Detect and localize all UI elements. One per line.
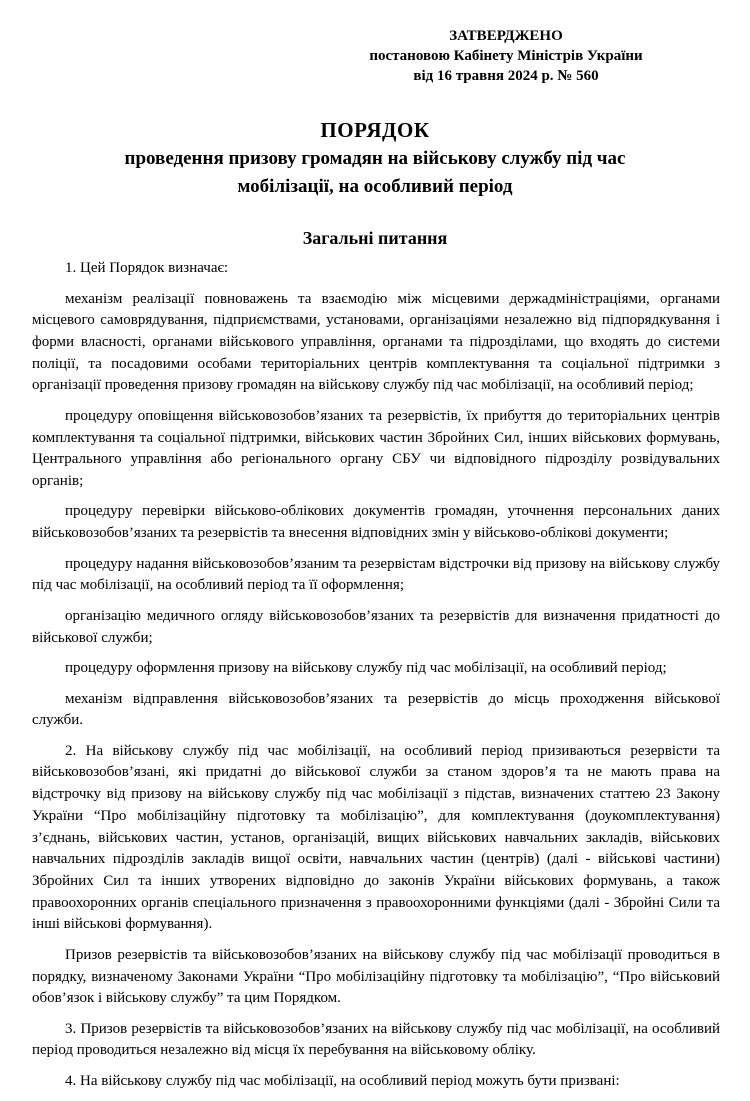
paragraph-10-text-before: Призов резервістів та військовозобов’язаних на військову службу під час мобілізації проводиться в порядку, визначеному Законами України xyxy=(32,946,720,985)
approval-date: від 16 травня 2024 р. № 560 xyxy=(413,68,599,84)
document-title xyxy=(0,116,750,200)
document-body xyxy=(32,258,720,1101)
military-duty-law-link[interactable]: “Про військовий обов’язок і військову службу” xyxy=(32,968,721,1007)
paragraph-5: процедуру надання військовозобов’язаним та резервістам відстрочки від призову на військову службу під час мобілізації, на особливий період та її оформлення; xyxy=(32,555,720,594)
article-23-link[interactable]: статтею 23 xyxy=(599,786,671,803)
section-heading: Загальні питання xyxy=(302,228,448,248)
mobilization-law-link[interactable]: “Про мобілізаційну підготовку та мобілізацію” xyxy=(298,968,605,985)
paragraph-3: процедуру оповіщення військовозобов’язаних та резервістів, їх прибуття до територіальних центрів комплектування та соціальної підтримки, військових частин Збройних Сил, інших військових формувань, Центрального управління або регіонального органу СБУ чи відповідного підрозділу розвідувальних органів; xyxy=(32,407,720,489)
paragraph-4: процедуру перевірки військово-облікових документів громадян, уточнення персональних даних військовозобов’язаних та резервістів та внесення відповідних змін у військово-облікові документи; xyxy=(32,503,720,542)
paragraph-7: процедуру оформлення призову на військову службу під час мобілізації, на особливий період; xyxy=(65,660,667,677)
paragraph-10 xyxy=(32,945,720,1010)
approval-stamp xyxy=(346,26,666,86)
paragraph-8: механізм відправлення військовозобов’язаних та резервістів до місць проходження військової служби. xyxy=(32,690,720,729)
document-title-line-2: мобілізації, на особливий період xyxy=(237,176,513,197)
paragraph-10-text-after: та цим Порядком. xyxy=(223,990,341,1007)
paragraph-12: 4. На військову службу під час мобілізації, на особливий період можуть бути призвані: xyxy=(65,1072,620,1089)
paragraph-6: організацію медичного огляду військовозобов’язаних та резервістів для визначення придатності до військової служби; xyxy=(32,607,720,646)
document-title-line-1: проведення призову громадян на військову службу під час xyxy=(124,148,626,169)
document-title-main: ПОРЯДОК xyxy=(320,118,430,142)
paragraph-1: 1. Цей Порядок визначає: xyxy=(65,260,229,276)
approval-heading: ЗАТВЕРДЖЕНО xyxy=(449,28,563,44)
paragraph-9-text-after: Закону України “Про мобілізаційну підготовку та мобілізацію”, для комплектування (доукомплектування) з’єднань, військових частин, установ, організацій, вищих військових навчальних закладів, військових навчальних підрозділів закладів вищої освіти, навчальних частин (центрів) (далі - військові частини) Збройних Сил та інших утворених відповідно до законів України військових формувань, а також правоохоронних органів спеціального призначення з правоохоронними функціями (далі - Збройні Сили та інші військові формування). xyxy=(32,786,721,933)
paragraph-9 xyxy=(32,741,720,936)
paragraph-9-text-before: 2. На військову службу під час мобілізації, на особливий період призиваються резервісти та військовозобов’язані, які придатні до військової служби за станом здоров’я та не мають права на відстрочку від призову на військову службу під час мобілізації з підстав, визначених xyxy=(32,742,720,803)
paragraph-2: механізм реалізації повноважень та взаємодію між місцевими держадміністраціями, органами місцевого самоврядування, підприємствами, установами, організаціями незалежно від підпорядкування і форми власності, органами військового управління, органами та підрозділами, що входять до системи поліції, та посадовими особами територіальних центрів комплектування та соціальної підтримки з організації проведення призову громадян на військову службу під час мобілізації, на особливий період; xyxy=(32,290,720,394)
approval-authority: постановою Кабінету Міністрів України xyxy=(369,48,643,64)
paragraph-11: 3. Призов резервістів та військовозобов’язаних на військову службу під час мобілізації, на особливий період проводиться незалежно від місця їх перебування на військовому обліку. xyxy=(32,1020,720,1059)
paragraph-10-separator: , xyxy=(604,968,613,985)
